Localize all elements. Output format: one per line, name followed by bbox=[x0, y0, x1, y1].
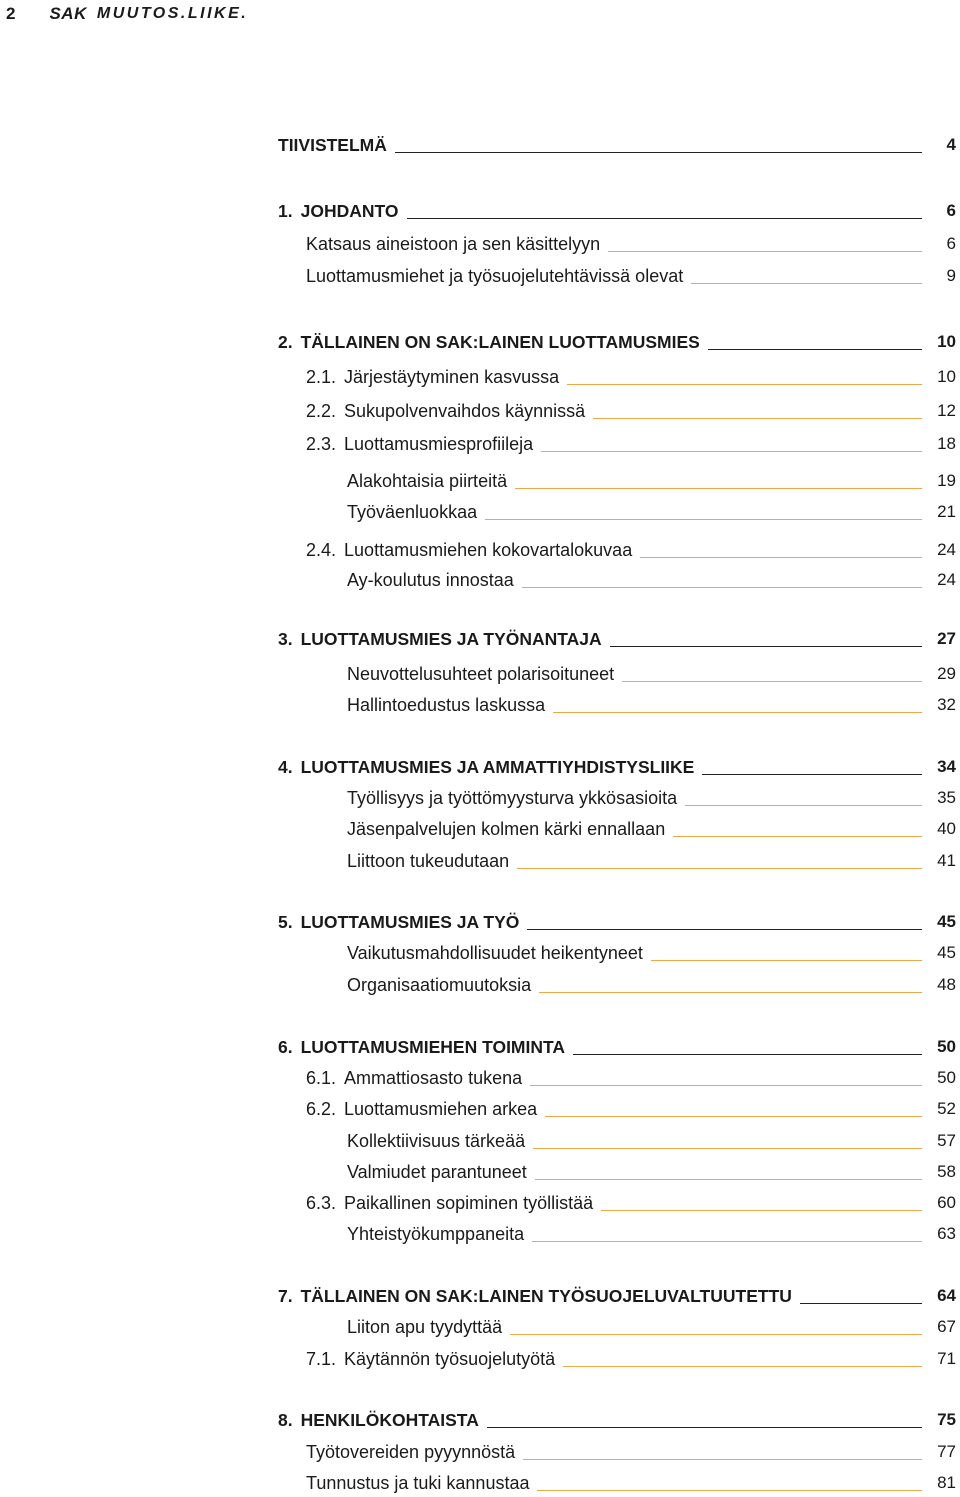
toc-entry bbox=[306, 259, 960, 289]
toc-entry-number: 2.4. bbox=[306, 540, 337, 560]
toc-row bbox=[0, 750, 960, 780]
toc-entry-text: Katsaus aineistoon ja sen käsittelyyn bbox=[306, 234, 601, 254]
toc-leader-line bbox=[563, 1366, 922, 1367]
toc-row bbox=[0, 812, 960, 842]
brand-logo-text: SAK bbox=[49, 4, 87, 23]
toc-entry-number: 2.2. bbox=[306, 401, 337, 421]
toc-entry-number: 7.1. bbox=[306, 1349, 337, 1369]
toc-entry-title bbox=[347, 470, 507, 494]
toc-entry-text: Käytännön työsuojelutyötä bbox=[344, 1349, 556, 1369]
toc-entry-text: Sukupolvenvaihdos käynnissä bbox=[344, 401, 586, 421]
toc-leader-line bbox=[522, 587, 922, 588]
toc-row bbox=[0, 1466, 960, 1496]
toc-entry-text: Tunnustus ja tuki kannustaa bbox=[306, 1473, 530, 1493]
toc-leader-line bbox=[673, 836, 922, 837]
toc-leader-line bbox=[545, 1116, 922, 1117]
toc-entry bbox=[306, 533, 960, 563]
toc-entry-number: 8. bbox=[278, 1410, 293, 1430]
toc-row bbox=[0, 360, 960, 390]
toc-page-number: 18 bbox=[937, 434, 956, 453]
toc-row bbox=[0, 968, 960, 998]
toc-page-number: 63 bbox=[937, 1224, 956, 1243]
toc-entry-number: 2.1. bbox=[306, 367, 337, 387]
toc-leader-line bbox=[527, 929, 922, 930]
toc-entry-title bbox=[347, 1130, 525, 1154]
toc-entry-number: 6.2. bbox=[306, 1099, 337, 1119]
toc-leader-line bbox=[395, 152, 922, 153]
toc-entry bbox=[306, 1061, 960, 1091]
toc-entry-title bbox=[347, 663, 614, 687]
toc-entry-text: Neuvottelusuhteet polarisoituneet bbox=[347, 664, 615, 684]
toc-entry bbox=[278, 1030, 960, 1060]
toc-entry-text: LUOTTAMUSMIEHEN TOIMINTA bbox=[300, 1037, 566, 1057]
toc-page-number: 45 bbox=[937, 943, 956, 962]
toc-page-number: 27 bbox=[937, 629, 956, 648]
toc-entry bbox=[347, 1217, 960, 1247]
toc-entry bbox=[347, 844, 960, 874]
toc-entry-text: Ay-koulutus innostaa bbox=[347, 570, 514, 590]
toc-row bbox=[0, 781, 960, 811]
toc-row bbox=[0, 259, 960, 289]
toc-entry-title bbox=[347, 694, 545, 718]
toc-row bbox=[0, 325, 960, 355]
toc-entry-title bbox=[306, 265, 683, 289]
toc-row bbox=[0, 394, 960, 424]
toc-entry-text: Luottamusmiesprofiileja bbox=[344, 434, 534, 454]
toc-row bbox=[0, 936, 960, 966]
toc-page-number: 24 bbox=[937, 570, 956, 589]
toc-entry-text: Valmiudet parantuneet bbox=[347, 1162, 527, 1182]
toc-entry-text: TÄLLAINEN ON SAK:LAINEN TYÖSUOJELUVALTUUTETTU bbox=[300, 1286, 792, 1306]
toc-entry bbox=[306, 360, 960, 390]
toc-entry-title bbox=[278, 628, 602, 652]
toc-entry bbox=[278, 325, 960, 355]
toc-entry bbox=[278, 750, 960, 780]
toc-entry bbox=[347, 1124, 960, 1154]
toc-entry-text: Vaikutusmahdollisuudet heikentyneet bbox=[347, 943, 643, 963]
toc-page-number: 45 bbox=[937, 912, 956, 931]
toc-leader-line bbox=[651, 960, 922, 961]
toc-row bbox=[0, 905, 960, 935]
toc-entry-title bbox=[306, 1098, 537, 1122]
toc-leader-line bbox=[535, 1179, 922, 1180]
toc-row bbox=[0, 1310, 960, 1340]
toc-page-number: 10 bbox=[937, 367, 956, 386]
toc-entry-title bbox=[347, 501, 477, 525]
toc-leader-line bbox=[610, 646, 922, 647]
toc-entry-title bbox=[306, 233, 600, 257]
toc-entry-title bbox=[278, 1285, 792, 1309]
toc-leader-line bbox=[702, 774, 922, 775]
toc-entry-title bbox=[347, 1223, 524, 1247]
toc-page-number: 40 bbox=[937, 819, 956, 838]
toc-entry-number: 4. bbox=[278, 757, 293, 777]
toc-page-number: 34 bbox=[937, 757, 956, 776]
toc-entry-text: Järjestäytyminen kasvussa bbox=[344, 367, 560, 387]
toc-entry-title bbox=[306, 1348, 555, 1372]
toc-leader-line bbox=[800, 1303, 922, 1304]
toc-page-number: 24 bbox=[937, 540, 956, 559]
toc-row bbox=[0, 657, 960, 687]
toc-entry bbox=[306, 394, 960, 424]
toc-entry-text: Alakohtaisia piirteitä bbox=[347, 471, 508, 491]
toc-entry-number: 7. bbox=[278, 1286, 293, 1306]
toc-entry bbox=[306, 1186, 960, 1216]
toc-leader-line bbox=[515, 488, 922, 489]
toc-page-number: 10 bbox=[937, 332, 956, 351]
toc-entry bbox=[306, 427, 960, 457]
toc-leader-line bbox=[640, 557, 922, 558]
toc-entry-title bbox=[306, 400, 585, 424]
toc-leader-line bbox=[523, 1459, 922, 1460]
toc-row bbox=[0, 464, 960, 494]
toc-entry bbox=[278, 1279, 960, 1309]
toc-page-number: 64 bbox=[937, 1286, 956, 1305]
toc-leader-line bbox=[685, 805, 922, 806]
toc-row bbox=[0, 1061, 960, 1091]
toc-entry bbox=[347, 936, 960, 966]
toc-entry-text: Organisaatiomuutoksia bbox=[347, 975, 532, 995]
toc-entry bbox=[278, 622, 960, 652]
toc-row bbox=[0, 194, 960, 224]
toc-entry-title bbox=[278, 911, 519, 935]
toc-entry bbox=[347, 495, 960, 525]
toc-entry-text: HENKILÖKOHTAISTA bbox=[300, 1410, 479, 1430]
toc-entry-text: Yhteistyökumppaneita bbox=[347, 1224, 525, 1244]
toc-row bbox=[0, 1217, 960, 1247]
toc-leader-line bbox=[573, 1054, 922, 1055]
toc-row bbox=[0, 128, 960, 158]
toc-row bbox=[0, 427, 960, 457]
toc-page-number: 21 bbox=[937, 502, 956, 521]
toc-page-number: 52 bbox=[937, 1099, 956, 1118]
header-slogan: MUUTOS.LIIKE. bbox=[96, 5, 249, 22]
toc-entry-number: 6. bbox=[278, 1037, 293, 1057]
toc-entry-text: Luottamusmiehen arkea bbox=[344, 1099, 538, 1119]
toc-entry bbox=[306, 1342, 960, 1372]
toc-leader-line bbox=[567, 384, 922, 385]
toc-page-number: 50 bbox=[937, 1037, 956, 1056]
toc-entry-title bbox=[278, 200, 399, 224]
toc-page-number: 81 bbox=[937, 1473, 956, 1492]
toc-entry bbox=[347, 968, 960, 998]
toc-entry-text: Työtovereiden pyyynnöstä bbox=[306, 1442, 516, 1462]
toc-leader-line bbox=[532, 1241, 922, 1242]
toc-page-number: 57 bbox=[937, 1131, 956, 1150]
toc-entry bbox=[347, 1310, 960, 1340]
toc-entry-text: Luottamusmiehet ja työsuojelutehtävissä olevat bbox=[306, 266, 684, 286]
toc-leader-line bbox=[487, 1427, 922, 1428]
toc-entry-text: Kollektiivisuus tärkeää bbox=[347, 1131, 526, 1151]
toc-entry-text: Liittoon tukeudutaan bbox=[347, 851, 510, 871]
toc-leader-line bbox=[601, 1210, 922, 1211]
toc-page-number: 35 bbox=[937, 788, 956, 807]
toc-row bbox=[0, 1279, 960, 1309]
toc-entry-text: JOHDANTO bbox=[300, 201, 399, 221]
toc-leader-line bbox=[510, 1334, 922, 1335]
toc-entry bbox=[306, 227, 960, 257]
toc-entry-title bbox=[306, 539, 632, 563]
toc-entry bbox=[347, 1155, 960, 1185]
toc-page-number: 6 bbox=[946, 234, 956, 253]
toc-entry-title bbox=[306, 1472, 529, 1496]
toc-page-number: 32 bbox=[937, 695, 956, 714]
toc-row bbox=[0, 1435, 960, 1465]
toc-entry bbox=[306, 1435, 960, 1465]
toc-entry bbox=[347, 688, 960, 718]
toc-page-number: 41 bbox=[937, 851, 956, 870]
toc-entry-number: 1. bbox=[278, 201, 293, 221]
toc-entry-text: Työväenluokkaa bbox=[347, 502, 478, 522]
toc-leader-line bbox=[593, 418, 922, 419]
toc-page-number: 77 bbox=[937, 1442, 956, 1461]
toc-leader-line bbox=[691, 283, 922, 284]
toc-entry-title bbox=[347, 974, 531, 998]
toc-row bbox=[0, 533, 960, 563]
toc-entry-title bbox=[306, 433, 533, 457]
toc-entry-title bbox=[347, 569, 514, 593]
toc-page-number: 4 bbox=[946, 135, 956, 154]
toc-row bbox=[0, 688, 960, 718]
toc-leader-line bbox=[622, 681, 922, 682]
toc-leader-line bbox=[708, 349, 922, 350]
toc-entry-title bbox=[347, 787, 677, 811]
toc-entry-text: Jäsenpalvelujen kolmen kärki ennallaan bbox=[347, 819, 666, 839]
toc-entry-number: 3. bbox=[278, 629, 293, 649]
toc-page-number: 60 bbox=[937, 1193, 956, 1212]
toc-row bbox=[0, 844, 960, 874]
toc-page-number: 29 bbox=[937, 664, 956, 683]
toc-entry bbox=[278, 128, 960, 158]
toc-row bbox=[0, 1124, 960, 1154]
toc-leader-line bbox=[517, 868, 922, 869]
toc-entry bbox=[347, 657, 960, 687]
toc-entry-text: Työllisyys ja työttömyysturva ykkösasioita bbox=[347, 788, 678, 808]
toc-entry bbox=[347, 464, 960, 494]
toc-entry-number: 2.3. bbox=[306, 434, 337, 454]
toc-leader-line bbox=[533, 1148, 922, 1149]
toc-entry-title bbox=[278, 1036, 565, 1060]
toc-row bbox=[0, 622, 960, 652]
toc-leader-line bbox=[553, 712, 922, 713]
toc-leader-line bbox=[541, 451, 922, 452]
toc-entry-text: LUOTTAMUSMIES JA TYÖNANTAJA bbox=[300, 629, 602, 649]
toc-entry-title bbox=[306, 1067, 522, 1091]
toc-entry-title bbox=[278, 756, 694, 780]
toc-entry-title bbox=[347, 1161, 527, 1185]
toc-entry-title bbox=[347, 942, 643, 966]
toc-row bbox=[0, 1030, 960, 1060]
toc-row bbox=[0, 1186, 960, 1216]
toc-row bbox=[0, 1403, 960, 1433]
toc-entry-title bbox=[347, 818, 665, 842]
toc-entry bbox=[278, 905, 960, 935]
toc-leader-line bbox=[530, 1085, 922, 1086]
toc-entry-text: Hallintoedustus laskussa bbox=[347, 695, 546, 715]
toc-entry bbox=[278, 1403, 960, 1433]
toc-leader-line bbox=[407, 218, 923, 219]
toc-entry-text: Paikallinen sopiminen työllistää bbox=[344, 1193, 594, 1213]
toc-page-number: 75 bbox=[937, 1410, 956, 1429]
toc-entry bbox=[347, 781, 960, 811]
toc-page-number: 19 bbox=[937, 471, 956, 490]
toc-row bbox=[0, 227, 960, 257]
toc-entry-title bbox=[306, 366, 559, 390]
toc-entry-title bbox=[306, 1441, 515, 1465]
toc-page-number: 71 bbox=[937, 1349, 956, 1368]
toc-row bbox=[0, 1342, 960, 1372]
toc-entry-title bbox=[278, 134, 387, 158]
toc-page-number: 48 bbox=[937, 975, 956, 994]
toc-page-number: 9 bbox=[946, 266, 956, 285]
toc-leader-line bbox=[485, 519, 922, 520]
toc-entry bbox=[306, 1092, 960, 1122]
toc-entry-number: 5. bbox=[278, 912, 293, 932]
toc-page-number: 50 bbox=[937, 1068, 956, 1087]
toc-entry bbox=[306, 1466, 960, 1496]
toc-entry-title bbox=[347, 1316, 502, 1340]
toc-entry-text: Luottamusmiehen kokovartalokuvaa bbox=[344, 540, 633, 560]
toc-entry-number: 6.1. bbox=[306, 1068, 337, 1088]
toc-row bbox=[0, 563, 960, 593]
toc-entry-text: Ammattiosasto tukena bbox=[344, 1068, 523, 1088]
toc-entry-title bbox=[347, 850, 509, 874]
toc-leader-line bbox=[537, 1490, 922, 1491]
toc-leader-line bbox=[539, 992, 922, 993]
toc-page-number: 6 bbox=[946, 201, 956, 220]
toc-entry-text: Liiton apu tyydyttää bbox=[347, 1317, 503, 1337]
toc-entry-text: TIIVISTELMÄ bbox=[278, 135, 387, 155]
toc-entry-number: 6.3. bbox=[306, 1193, 337, 1213]
toc-entry-number: 2. bbox=[278, 332, 293, 352]
toc-entry bbox=[278, 194, 960, 224]
toc-page-number: 67 bbox=[937, 1317, 956, 1336]
toc-entry-title bbox=[278, 331, 700, 355]
toc-entry bbox=[347, 563, 960, 593]
toc-row bbox=[0, 1092, 960, 1122]
toc-row bbox=[0, 495, 960, 525]
toc-entry-title bbox=[306, 1192, 593, 1216]
toc-page-number: 12 bbox=[937, 401, 956, 420]
toc-entry-text: LUOTTAMUSMIES JA TYÖ bbox=[300, 912, 520, 932]
toc-page-number: 58 bbox=[937, 1162, 956, 1181]
toc-entry-text: LUOTTAMUSMIES JA AMMATTIYHDISTYSLIIKE bbox=[300, 757, 695, 777]
page-number: 2 bbox=[6, 4, 16, 23]
toc-entry-title bbox=[278, 1409, 479, 1433]
toc-leader-line bbox=[608, 251, 922, 252]
toc-row bbox=[0, 1155, 960, 1185]
toc-entry bbox=[347, 812, 960, 842]
toc-entry-text: TÄLLAINEN ON SAK:LAINEN LUOTTAMUSMIES bbox=[300, 332, 700, 352]
